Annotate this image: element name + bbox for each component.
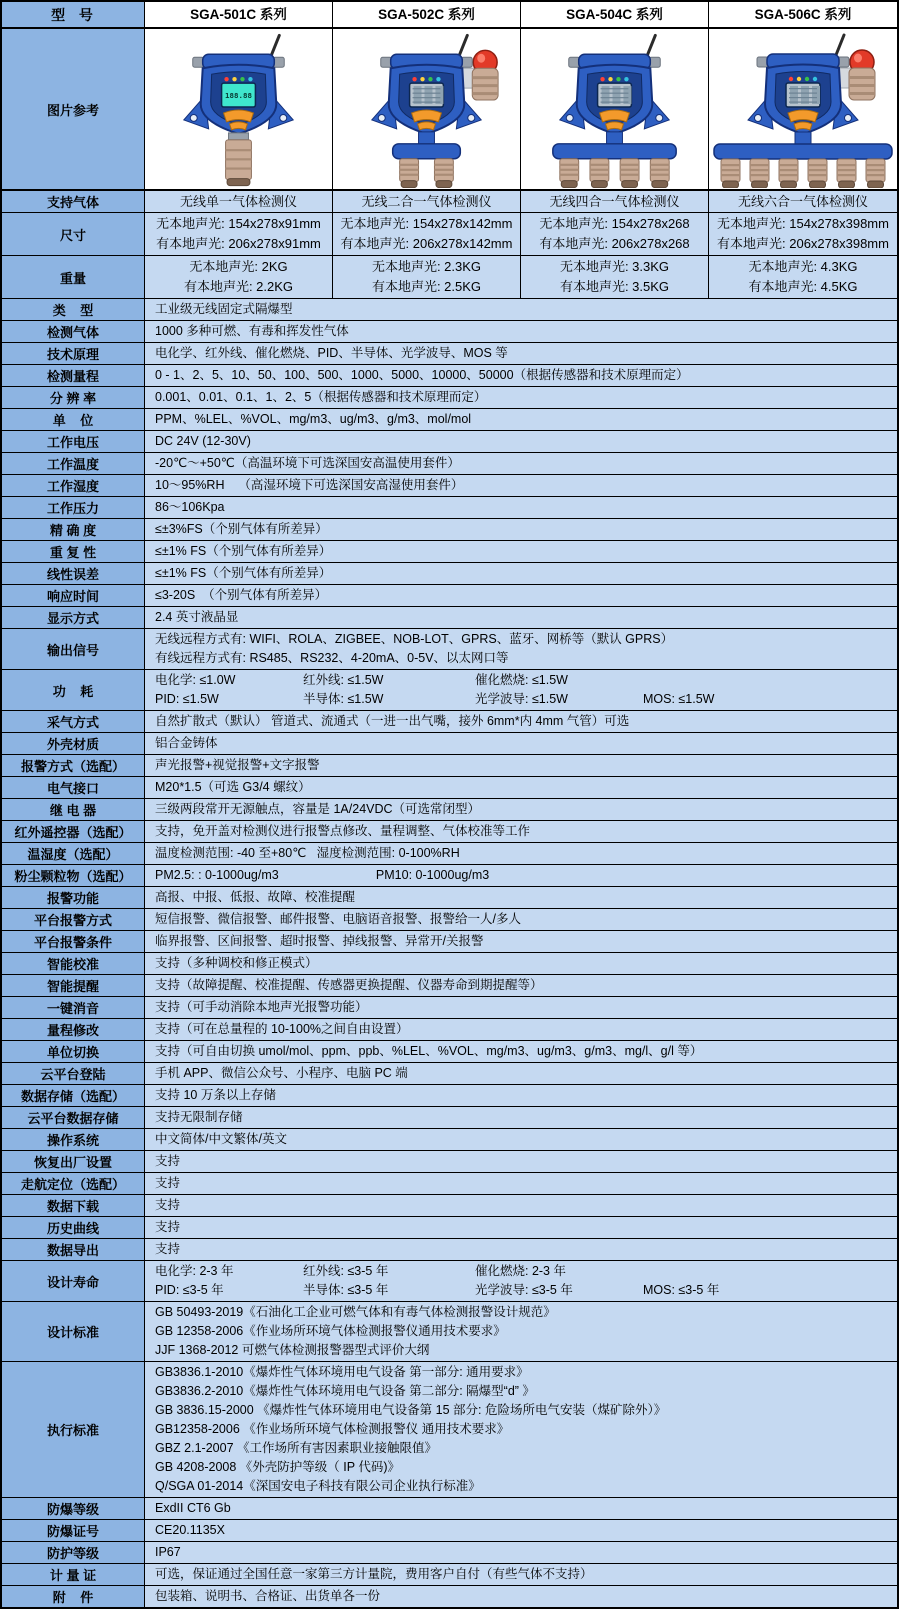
spec-value [145,629,897,669]
spec-value [145,321,897,342]
spec-value [145,931,897,952]
spec-value [145,1362,897,1497]
spec-label: 红外遥控器（选配） [2,821,145,842]
spec-value [145,1520,897,1541]
spec-value [145,1129,897,1150]
gas-value [333,191,521,212]
spec-value-line: GB 50493-2019《石油化工企业可燃气体和有毒气体检测报警设计规范》 [155,1305,556,1319]
spec-row-36 [2,1129,897,1151]
spec-value [145,1217,897,1238]
spec-value-line: GBZ 2.1-2007 《工作场所有害因素职业接触限值》 [155,1441,437,1455]
spec-value-line: GB 4208-2008 《外壳防护等级（ IP 代码)》 [155,1460,400,1474]
spec-label: 工作电压 [2,431,145,452]
spec-row-32 [2,1041,897,1063]
gas-row-label: 支持气体 [2,191,145,212]
weight-row-label: 重量 [2,256,145,298]
spec-value [145,733,897,754]
spec-value-line: JJF 1368-2012 可燃气体检测报警器型式评价大纲 [155,1343,430,1357]
spec-value [145,431,897,452]
spec-value [145,409,897,430]
spec-value-segment: PID: ≤3-5 年 [155,1283,224,1297]
spec-label: 粉尘颗粒物（选配） [2,865,145,886]
spec-label: 电气接口 [2,777,145,798]
weight-line: 有本地声光: 2.5KG [371,279,482,294]
spec-value-line [155,690,893,709]
spec-value [145,1041,897,1062]
spec-value-line [155,1262,893,1281]
spec-label: 智能提醒 [2,975,145,996]
spec-value-segment: 半导体: ≤1.5W [303,692,384,706]
product-image-sga-501c [145,29,333,189]
spec-value-line [155,671,893,690]
spec-label: 显示方式 [2,607,145,628]
spec-label: 防爆证号 [2,1520,145,1541]
spec-value-line: ≤±3%FS（个别气体有所差异） [155,522,328,536]
spec-row-33 [2,1063,897,1085]
spec-value-line: 包装箱、说明书、合格证、出货单各一份 [155,1589,381,1603]
spec-value [145,1173,897,1194]
gas-detector-illustration [145,30,332,188]
spec-value [145,1498,897,1519]
spec-value-line: 铝合金铸体 [155,736,218,750]
spec-row-43 [2,1302,897,1362]
spec-row-48 [2,1564,897,1586]
spec-value-line: GB12358-2006 《作业场所环境气体检测报警仪 通用技术要求》 [155,1422,510,1436]
spec-row-31 [2,1019,897,1041]
spec-label: 分 辨 率 [2,387,145,408]
weight-line: 有本地声光: 3.5KG [559,279,670,294]
spec-row-17 [2,711,897,733]
spec-value [145,1151,897,1172]
spec-value [145,909,897,930]
model-column-sga-504c: SGA-504C 系列 [521,2,709,27]
spec-label: 计 量 证 [2,1564,145,1585]
model-column-sga-501c: SGA-501C 系列 [145,2,333,27]
spec-label: 一键消音 [2,997,145,1018]
size-line: 有本地声光: 206x278x268 [539,236,690,251]
gas-detector-illustration [709,30,897,188]
spec-row-41 [2,1239,897,1261]
spec-value-line: 工业级无线固定式隔爆型 [155,302,293,316]
spec-value-line: 10～95%RH （高湿环境下可选深国安高湿使用套件） [155,478,464,492]
product-image-sga-506c [709,29,897,189]
spec-label: 单 位 [2,409,145,430]
image-reference-row [2,29,897,191]
product-image-sga-504c [521,29,709,189]
spec-value-line: PM2.5: : 0-1000ug/m3 PM10: 0-1000ug/m3 [155,868,490,882]
spec-value [145,975,897,996]
spec-row-3 [2,365,897,387]
spec-value [145,755,897,776]
spec-value [145,1564,897,1585]
spec-value-line: GB3836.2-2010《爆炸性气体环境用电气设备 第二部分: 隔爆型“d” 》 [155,1384,535,1398]
svg-text:188.88: 188.88 [225,91,252,101]
spec-value-line: M20*1.5（可选 G3/4 螺纹） [155,780,311,794]
weight-line: 无本地声光: 4.3KG [748,259,858,274]
spec-label: 走航定位（选配） [2,1173,145,1194]
spec-label: 响应时间 [2,585,145,606]
weight-row [2,256,897,299]
spec-value-line: 支持 10 万条以上存储 [155,1088,276,1102]
spec-label: 工作温度 [2,453,145,474]
spec-value-line: 1000 多种可燃、有毒和挥发性气体 [155,324,349,338]
spec-row-14 [2,607,897,629]
spec-label: 云平台登陆 [2,1063,145,1084]
spec-value-line: 支持（可在总量程的 10-100%之间自由设置） [155,1022,409,1036]
spec-row-30 [2,997,897,1019]
spec-row-6 [2,431,897,453]
spec-row-27 [2,931,897,953]
size-line: 无本地声光: 154x278x142mm [340,216,513,231]
weight-line: 有本地声光: 2.2KG [183,279,294,294]
size-line: 有本地声光: 206x278x142mm [340,236,513,251]
spec-row-11 [2,541,897,563]
weight-line: 有本地声光: 4.5KG [748,279,858,294]
spec-value-line: 支持无限制存储 [155,1110,243,1124]
spec-row-1 [2,321,897,343]
gas-detector-illustration [333,30,520,188]
spec-value-line: 86～106Kpa [155,500,225,514]
spec-value [145,585,897,606]
spec-value-line: 声光报警+视觉报警+文字报警 [155,758,320,772]
spec-value [145,541,897,562]
spec-value-line: ≤±1% FS（个别气体有所差异） [155,566,332,580]
size-value [333,213,521,255]
spec-label: 外壳材质 [2,733,145,754]
spec-value [145,670,897,710]
spec-value-segment: 电化学: 2-3 年 [155,1264,234,1278]
gas-value-text: 无线单一气体检测仪 [179,194,297,209]
spec-label: 工作湿度 [2,475,145,496]
size-line: 有本地声光: 206x278x398mm [717,236,889,251]
size-value [521,213,709,255]
weight-value [145,256,333,298]
spec-row-4 [2,387,897,409]
spec-row-21 [2,799,897,821]
spec-label: 线性误差 [2,563,145,584]
model-header-label: 型 号 [2,2,145,27]
spec-value [145,711,897,732]
spec-value-line: 支持（故障提醒、校准提醒、传感器更换提醒、仪器寿命到期提醒等） [155,978,543,992]
spec-label: 单位切换 [2,1041,145,1062]
spec-value [145,997,897,1018]
spec-value [145,777,897,798]
spec-value-line: 支持 [155,1242,181,1256]
spec-value-line: 三级两段常开无源触点，容量是 1A/24VDC（可选常闭型） [155,802,481,816]
weight-line: 无本地声光: 3.3KG [559,259,670,274]
spec-row-34 [2,1085,897,1107]
spec-value [145,387,897,408]
size-line: 无本地声光: 154x278x268 [539,216,690,231]
spec-row-39 [2,1195,897,1217]
spec-row-47 [2,1542,897,1564]
spec-value [145,453,897,474]
spec-row-7 [2,453,897,475]
spec-value [145,1239,897,1260]
spec-label: 防护等级 [2,1542,145,1563]
spec-value-line: 高报、中报、低报、故障、校准提醒 [155,890,356,904]
spec-label: 功 耗 [2,670,145,710]
spec-value-line: 支持 [155,1220,181,1234]
spec-value-line [155,1281,893,1300]
gas-value-text: 无线六合一气体检测仪 [737,194,868,209]
spec-value [145,1063,897,1084]
size-value [709,213,897,255]
spec-value-line: PPM、%LEL、%VOL、mg/m3、ug/m3、g/m3、mol/mol [155,412,472,426]
spec-label: 报警功能 [2,887,145,908]
spec-value [145,497,897,518]
spec-row-42 [2,1261,897,1302]
spec-label: 数据下载 [2,1195,145,1216]
spec-label: 设计寿命 [2,1261,145,1301]
spec-value [145,1302,897,1361]
gas-value-text: 无线四合一气体检测仪 [549,194,680,209]
spec-value [145,299,897,320]
spec-label: 报警方式（选配） [2,755,145,776]
spec-value-line: 支持（可自由切换 umol/mol、ppm、ppb、%LEL、%VOL、mg/m3、ug/m3、g/m3、mg/l、g/l 等） [155,1044,703,1058]
size-value [145,213,333,255]
spec-label: 重 复 性 [2,541,145,562]
spec-value-line: CE20.1135X [155,1523,225,1537]
weight-line: 无本地声光: 2.3KG [371,259,482,274]
spec-row-19 [2,755,897,777]
model-column-sga-506c: SGA-506C 系列 [709,2,897,27]
spec-value-segment: 电化学: ≤1.0W [155,673,236,687]
spec-value [145,1019,897,1040]
spec-value-line: 支持 [155,1154,181,1168]
spec-row-9 [2,497,897,519]
spec-row-16 [2,670,897,711]
spec-value-segment: 光学波导: ≤3-5 年 [475,1283,573,1297]
spec-label: 设计标准 [2,1302,145,1361]
spec-value [145,1261,897,1301]
spec-value [145,953,897,974]
dimensions-row [2,213,897,256]
weight-value [521,256,709,298]
gas-value [709,191,897,212]
spec-value-segment: 半导体: ≤3-5 年 [303,1283,389,1297]
model-column-sga-502c: SGA-502C 系列 [333,2,521,27]
size-line: 有本地声光: 206x278x91mm [156,236,321,251]
model-header-row [2,2,897,29]
spec-value-segment: 光学波导: ≤1.5W [475,692,568,706]
spec-value [145,799,897,820]
spec-row-25 [2,887,897,909]
spec-row-24 [2,865,897,887]
gas-value-text: 无线二合一气体检测仪 [361,194,492,209]
spec-value [145,563,897,584]
spec-value-segment: MOS: ≤3-5 年 [643,1283,720,1297]
spec-row-10 [2,519,897,541]
size-line: 无本地声光: 154x278x398mm [717,216,889,231]
spec-value-line: GB 3836.15-2000 《爆炸性气体环境用电气设备第 15 部分: 危险场所电气安装（煤矿除外）》 [155,1403,667,1417]
spec-row-28 [2,953,897,975]
spec-value [145,365,897,386]
spec-row-26 [2,909,897,931]
spec-rows-container [2,299,897,1607]
spec-label: 检测气体 [2,321,145,342]
spec-value-line: 手机 APP、微信公众号、小程序、电脑 PC 端 [155,1066,408,1080]
spec-row-22 [2,821,897,843]
spec-value [145,865,897,886]
spec-value-line: Q/SGA 01-2014《深国安电子科技有限公司企业执行标准》 [155,1479,481,1493]
spec-row-37 [2,1151,897,1173]
spec-value [145,1085,897,1106]
spec-value [145,519,897,540]
spec-value-line: 短信报警、微信报警、邮件报警、电脑语音报警、报警给一人/多人 [155,912,521,926]
size-line: 无本地声光: 154x278x91mm [156,216,321,231]
weight-value [709,256,897,298]
spec-row-5 [2,409,897,431]
spec-value-line: DC 24V (12-30V) [155,434,251,448]
spec-value [145,343,897,364]
spec-row-8 [2,475,897,497]
spec-label: 数据导出 [2,1239,145,1260]
spec-row-13 [2,585,897,607]
spec-row-38 [2,1173,897,1195]
spec-label: 输出信号 [2,629,145,669]
spec-value-line: 支持，免开盖对检测仪进行报警点修改、量程调整、气体校准等工作 [155,824,531,838]
spec-value [145,887,897,908]
gas-detector-illustration [521,30,708,188]
spec-row-40 [2,1217,897,1239]
spec-value [145,1542,897,1563]
spec-label: 检测量程 [2,365,145,386]
spec-value-line: -20℃～+50℃（高温环境下可选深国安高温使用套件） [155,456,460,470]
image-row-label: 图片参考 [2,29,145,189]
spec-row-18 [2,733,897,755]
spec-value-line: ExdII CT6 Gb [155,1501,231,1515]
spec-label: 操作系统 [2,1129,145,1150]
spec-value-line: 支持（多种调校和修正模式） [155,956,318,970]
spec-label: 历史曲线 [2,1217,145,1238]
spec-value-line: IP67 [155,1545,181,1559]
spec-value-line: 支持 [155,1176,181,1190]
spec-label: 精 确 度 [2,519,145,540]
spec-value [145,475,897,496]
spec-label: 量程修改 [2,1019,145,1040]
spec-row-23 [2,843,897,865]
spec-label: 温湿度（选配） [2,843,145,864]
spec-value-line: GB 12358-2006《作业场所环境气体检测报警仪通用技术要求》 [155,1324,506,1338]
spec-row-2 [2,343,897,365]
spec-row-29 [2,975,897,997]
spec-value-line: ≤±1% FS（个别气体有所差异） [155,544,332,558]
spec-value [145,821,897,842]
spec-value-line: 0.001、0.01、0.1、1、2、5（根据传感器和技术原理而定） [155,390,487,404]
spec-label: 云平台数据存储 [2,1107,145,1128]
spec-label: 工作压力 [2,497,145,518]
spec-label: 执行标准 [2,1362,145,1497]
spec-value-line: 支持 [155,1198,181,1212]
spec-value-line: 无线远程方式有: WIFI、ROLA、ZIGBEE、NOB-LOT、GPRS、蓝牙、网桥等（默认 GPRS） [155,632,674,646]
spec-value-line: 有线远程方式有: RS485、RS232、4-20mA、0-5V、以太网口等 [155,651,509,665]
spec-value-line: 中文简体/中文繁体/英文 [155,1132,287,1146]
gas-value [521,191,709,212]
spec-label: 恢复出厂设置 [2,1151,145,1172]
spec-value [145,843,897,864]
spec-value-line: 可选，保证通过全国任意一家第三方计量院，费用客户自付（有些气体不支持） [155,1567,593,1581]
spec-row-12 [2,563,897,585]
spec-row-46 [2,1520,897,1542]
spec-label: 类 型 [2,299,145,320]
spec-row-0 [2,299,897,321]
spec-value-segment: 红外线: ≤1.5W [303,673,384,687]
spec-value-segment: 红外线: ≤3-5 年 [303,1264,389,1278]
spec-label: 数据存储（选配） [2,1085,145,1106]
spec-value-line: 温度检测范围: -40 至+80℃ 湿度检测范围: 0-100%RH [155,846,460,860]
spec-label: 平台报警方式 [2,909,145,930]
spec-label: 继 电 器 [2,799,145,820]
weight-value [333,256,521,298]
spec-value-segment: 催化燃烧: 2-3 年 [475,1264,566,1278]
spec-value-line: GB3836.1-2010《爆炸性气体环境用电气设备 第一部分: 通用要求》 [155,1365,529,1379]
spec-value-line: 支持（可手动消除本地声光报警功能） [155,1000,368,1014]
spec-label: 智能校准 [2,953,145,974]
spec-value-line: 自然扩散式（默认） 管道式、流通式（一进一出气嘴，接外 6mm*内 4mm 气管）可选 [155,714,630,728]
size-row-label: 尺寸 [2,213,145,255]
weight-line: 无本地声光: 2KG [189,259,288,274]
spec-value-line: 2.4 英寸液晶显 [155,610,239,624]
spec-label: 平台报警条件 [2,931,145,952]
spec-value [145,1195,897,1216]
spec-row-35 [2,1107,897,1129]
spec-label: 技术原理 [2,343,145,364]
spec-value-line: 0 - 1、2、5、10、50、100、500、1000、5000、10000、50000（根据传感器和技术原理而定） [155,368,689,382]
spec-value-line: 临界报警、区间报警、超时报警、掉线报警、异常开/关报警 [155,934,484,948]
product-image-sga-502c [333,29,521,189]
spec-value [145,1107,897,1128]
spec-value-segment: 催化燃烧: ≤1.5W [475,673,568,687]
spec-row-20 [2,777,897,799]
spec-value [145,607,897,628]
spec-label: 采气方式 [2,711,145,732]
spec-value-line: ≤3-20S （个别气体有所差异） [155,588,328,602]
spec-value-segment: PID: ≤1.5W [155,692,219,706]
spec-row-15 [2,629,897,670]
spec-label: 防爆等级 [2,1498,145,1519]
spec-label: 附 件 [2,1586,145,1607]
supported-gas-row [2,191,897,213]
spec-value-segment: MOS: ≤1.5W [643,692,715,706]
gas-value [145,191,333,212]
spec-row-45 [2,1498,897,1520]
spec-row-44 [2,1362,897,1498]
spec-value-line: 电化学、红外线、催化燃烧、PID、半导体、光学波导、MOS 等 [155,346,508,360]
